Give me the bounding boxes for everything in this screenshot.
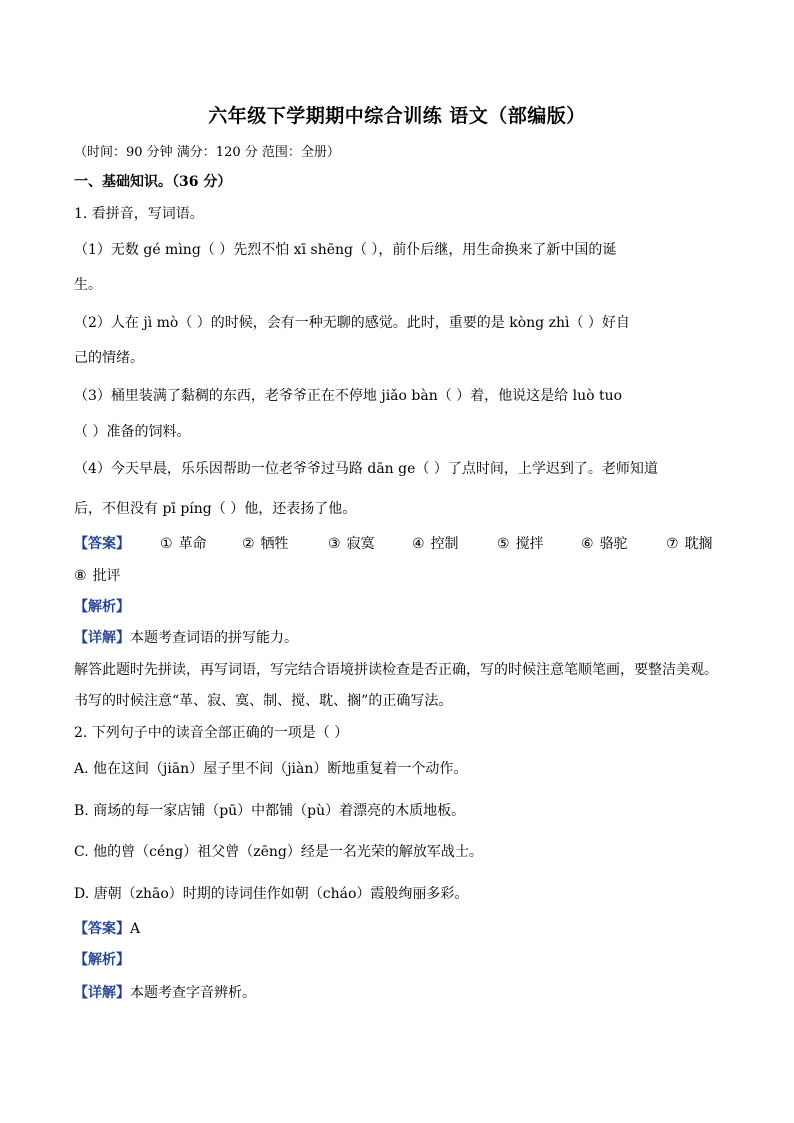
explanation-line: 书写的时候注意“革、寂、寞、制、搅、耽、搁”的正确写法。: [74, 693, 453, 709]
question-2-stem: 2. 下列句子中的读音全部正确的一项是（ ）: [74, 725, 349, 741]
analysis-tag: 【解析】: [74, 599, 130, 615]
answer-1-row: [74, 535, 130, 553]
detail-line: [74, 629, 298, 647]
option-d: D. 唐朝（zhāo）时期的诗词佳作如朝（cháo）霞般绚丽多彩。: [74, 886, 469, 902]
q1-part2-line2: 己的情绪。: [74, 350, 144, 366]
q1-part2-line1: （2）人在 jì mò（ ）的时候，会有一种无聊的感觉。此时，重要的是 kòng zhì（ ）好自: [74, 315, 630, 331]
section-heading: 一、基础知识。（36 分）: [74, 174, 232, 190]
option-c: C. 他的曾（céng）祖父曾（zēng）经是一名光荣的解放军战士。: [74, 844, 483, 860]
page-title: 六年级下学期期中综合训练 语文（部编版）: [208, 105, 586, 127]
answer-item: ③ 寂寞: [328, 536, 375, 552]
explanation-line: 解答此题时先拼读，再写词语，写完结合语境拼读检查是否正确，写的时候注意笔顺笔画，要整洁美观。: [74, 662, 718, 678]
answer-item: ④ 控制: [412, 536, 459, 552]
answer-value: A: [130, 921, 141, 937]
detail-tag: 【详解】: [74, 630, 130, 646]
answer-2-line: [74, 920, 140, 938]
detail-tag: 【详解】: [74, 985, 130, 1001]
question-1-stem: 1. 看拼音，写词语。: [74, 206, 204, 222]
analysis-tag: 【解析】: [74, 952, 130, 968]
detail-line: [74, 984, 256, 1002]
q1-part4-line2: 后，不但没有 pī píng（ ）他，还表扬了他。: [74, 501, 357, 517]
answer-item: ⑤ 搅拌: [497, 536, 544, 552]
answer-item: ⑦ 耽搁: [666, 536, 713, 552]
answer-tag: 【答案】: [74, 921, 130, 937]
answer-item: ⑥ 骆驼: [581, 536, 628, 552]
q1-part1-line1: （1）无数 gé mìng（ ）先烈不怕 xī shēng（ ），前仆后继，用生命换来了新中国的诞: [74, 242, 617, 258]
answer-item: ② 牺牲: [242, 536, 289, 552]
answer-item: ⑧ 批评: [74, 568, 121, 584]
detail-text: 本题考查字音辨析。: [130, 985, 256, 1001]
detail-text: 本题考查词语的拼写能力。: [130, 630, 298, 646]
answer-tag: 【答案】: [74, 536, 130, 552]
answer-item: ① 革命: [160, 536, 207, 552]
q1-part3-line2: （ ）准备的饲料。: [74, 424, 191, 440]
exam-info: （时间：90 分钟 满分：120 分 范围：全册）: [74, 145, 340, 160]
q1-part3-line1: （3）桶里装满了黏稠的东西，老爷爷正在不停地 jiǎo bàn（ ）着，他说这是给 luò tuo: [74, 388, 623, 404]
q1-part4-line1: （4）今天早晨，乐乐因帮助一位老爷爷过马路 dān ge（ ）了点时间，上学迟到了。老师知道: [74, 461, 658, 477]
q1-part1-line2: 生。: [74, 277, 102, 293]
option-b: B. 商场的每一家店铺（pū）中都铺（pù）着漂亮的木质地板。: [74, 803, 466, 819]
option-a: A. 他在这间（jiān）屋子里不间（jiàn）断地重复着一个动作。: [74, 761, 468, 777]
